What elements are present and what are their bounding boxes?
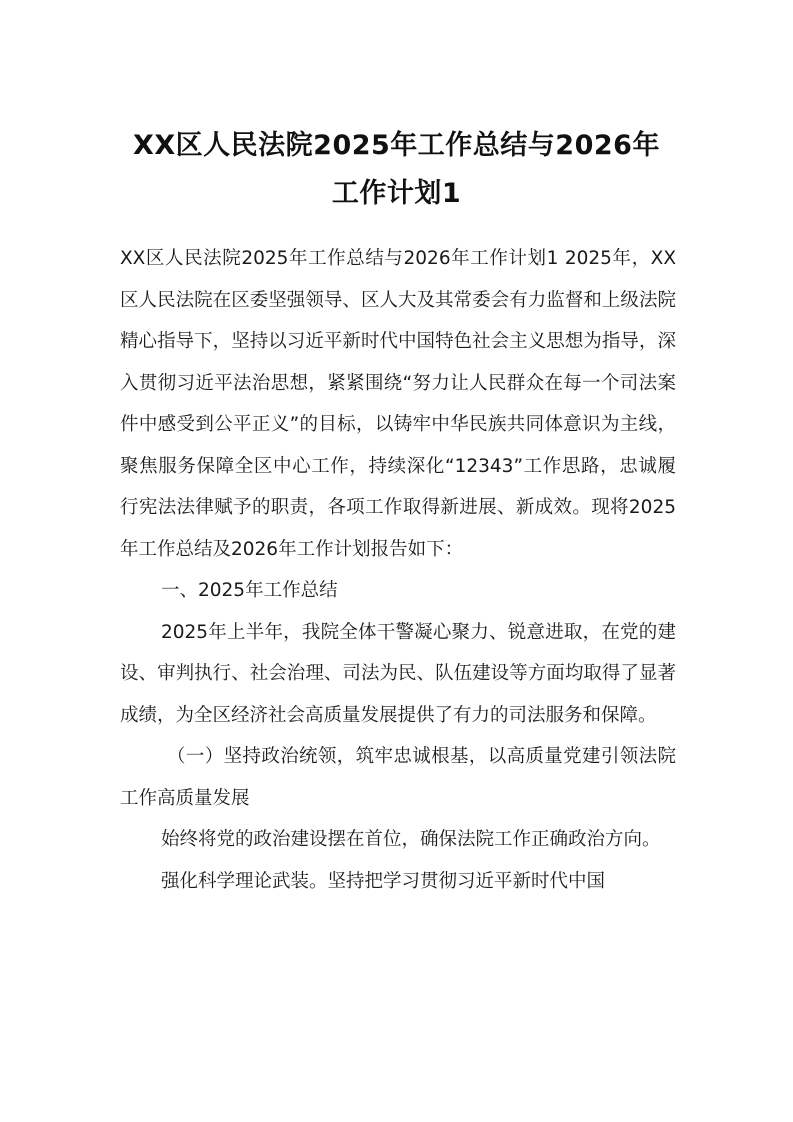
subsection-heading-1: （一）坚持政治统领，筑牢忠诚根基，以高质量党建引领法院工作高质量发展 (120, 746, 676, 809)
document-title-line-1: XX区人民法院2025年工作总结与2026年 (133, 130, 660, 161)
intro-paragraph: XX区人民法院2025年工作总结与2026年工作计划1 2025年，XX区人民法院在区委坚强领导、区人大及其常委会有力监督和上级法院精心指导下，坚持以习近平新时代中国特色社会主义思想为指导，深入贯彻习近平法治思想，紧紧围绕“努力让人民群众在每一个司法案件中感受到公平正义”的目标，以铸牢中华民族共同体意识为主线，聚焦服务保障全区中心工作，持续深化“12343”工作思路，忠诚履行宪法法律赋予的职责，各项工作取得新进展、新成效。现将2025年工作总结及2026年工作计划报告如下： (120, 248, 676, 560)
body-paragraph: 始终将党的政治建设摆在首位，确保法院工作正确政治方向。 (161, 829, 661, 850)
document-title-line-2: 工作计划1 (331, 178, 462, 209)
summary-paragraph: 2025年上半年，我院全体干警凝心聚力、锐意进取，在党的建设、审判执行、社会治理、司法为民、队伍建设等方面均取得了显著成绩，为全区经济社会高质量发展提供了有力的司法服务和保障。 (120, 621, 676, 726)
section-heading-1: 一、2025年工作总结 (161, 580, 338, 601)
body-paragraph: 强化科学理论武装。坚持把学习贯彻习近平新时代中国 (161, 870, 606, 892)
document-body (120, 238, 676, 902)
